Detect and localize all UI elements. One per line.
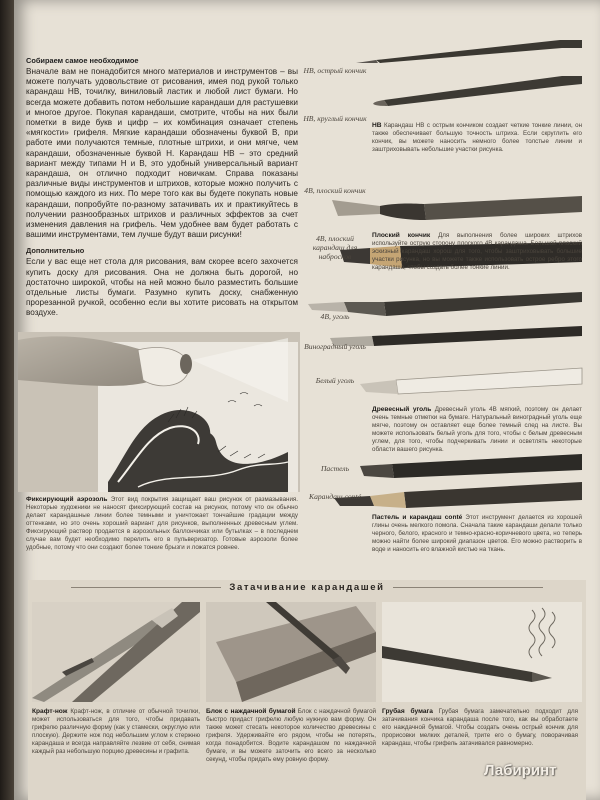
pencil-note-title: Древесный уголь [372, 406, 432, 413]
sandpaper-block-caption [206, 708, 376, 764]
pencil-note-flat [372, 232, 582, 272]
pencil-label-4b-charcoal: 4B, уголь [320, 312, 350, 321]
book-spine [0, 0, 14, 800]
pencil-note-text: Древесный уголь 4B мягкий, поэтому он делает очень темные отметки на бумаге. Натуральный виноградный уголь еще мягче, поэтому он оставляет еще более темный след на листе. Вы можете использовать белый уголь для того, чтобы с белым древесным углем, для того, чтобы подчеркивать линии и осветлять некоторые области вашего рисунка. [372, 406, 582, 453]
pencil-samples [300, 36, 586, 576]
pencil-label-pastel: Пастель [320, 464, 350, 473]
sandpaper-block-photo [206, 602, 376, 702]
spray-caption-title: Фиксирующий аэрозоль [26, 496, 108, 503]
rough-paper-caption-text: Грубая бумага замечательно подходит для затачивания кончика карандаша после того, как вы обработаете его наждачной бумагой. Чтобы создать очень острый кончик для прорисовки мелких деталей, трите его о бумагу, поворачивая карандаш, чтобы грифель затачивался равномерно. [382, 708, 578, 747]
pencil-note-text: Для выполнения более широких штрихов используйте острую сторону плоского 4B карандаша. Большой плоский эскизный карандаш хорош для того, чтобы заштриховывать большие участки рисунка, но вы можете также использовать острое ребро этого карандаша, чтобы создать более тонкие линии. [372, 232, 582, 271]
rough-paper-caption-title: Грубая бумага [382, 708, 433, 715]
pencil-note-pastel [372, 514, 582, 554]
spray-caption [26, 496, 298, 552]
pencil-label-hb-sharp: HB, острый кончик [303, 66, 367, 75]
intro-paragraph: Вначале вам не понадобится много материалов и инструментов – вы можете получать удовольствие от рисования, имея под рукой только карандаш HB, точилку, виниловый ластик и любой лист бумаги. Но всегда можете добавить потом небольшие карандаши для растушевки и многое другое. Покупая карандаши, смотрите, чтобы на них были пометки в виде букв и цифр – их комбинация означает степень «мягкости» грифеля. Мягкие карандаши обозначены буквой B, при работе ими получаются темные, плотные штрихи, и они мягче, чем карандаши, обозначенные буквой H. Карандаш HB – это средний вариант между типами H и B, это удобный универсальный вариант карандаша, он отлично подходит новичкам. Справа показаны различные виды инструментов и штрихов, которые можно получить с помощью каждого из них. По мере того как вы будете покупать новые карандаши, попробуйте по-разному затачивать их и практикуйтесь в получении разнообразных штрихов и различных эффектов за счет изменения давления на грифель. Чем удобнее вам будет работать с вашими инструментами, тем лучше будут ваши рисунки! [26, 67, 298, 240]
pencil-label-conte: Карандаш conté [309, 492, 361, 501]
pencil-note-text: Карандаш HB с острым кончиком создает четкие тонкие линии, он также обеспечивает большую точность штриха. Если скруглить его кончик, вы можете наносить немного более толстые линии и заштриховывать небольшие участки рисунка. [372, 122, 582, 153]
subsection-title: Дополнительно [26, 246, 85, 256]
section-title: Собираем самое необходимое [26, 56, 139, 65]
pencil-label-vine-charcoal: Виноградный уголь [304, 342, 366, 351]
pencil-label-white-charcoal: Белый уголь [315, 376, 355, 385]
rough-paper-caption [382, 708, 578, 748]
main-text-column [26, 56, 298, 319]
rough-paper-image [382, 602, 582, 702]
pencil-label-4b-flat: 4B, плоский кончик [304, 186, 366, 195]
pencil-note-charcoal [372, 406, 582, 454]
pencil-note-title: Плоский кончик [372, 232, 431, 239]
craft-knife-caption [32, 708, 200, 756]
pencil-label-hb-round: HB, круглый кончик [303, 114, 367, 123]
sharpening-title: Затачивание карандашей [28, 582, 586, 593]
extra-paragraph: Если у вас еще нет стола для рисования, вам скорее всего захочется купить доску для рисования. Она не должна быть дорогой, но достаточно широкой, чтобы на ней можно было разместить большие отдельные листы бумаги. Разумно купить доску, снабженную прорезанной ручкой, особенно если вы хотите рисовать на открытом воздухе. [26, 257, 298, 318]
sandpaper-caption-title: Блок с наждачной бумагой [206, 708, 296, 715]
spray-caption-text: Этот вид покрытия защищает ваш рисунок от размазывания. Некоторые художники не наносят фиксирующий состав на рисунок, потому что он обычно делает карандашные линии более темными и уничтожает тончайшие градации между оттенками, но это очень хороший вариант для рисунков, выполненных древесным углем. Фиксирующий раствор продается в аэрозольных баллончиках или бутылках – в последнем случае вам будет необходимо перелить его в пульверизатор. Готовые аэрозоли более удобные, потому что они создают более тонкие брызги и ложатся ровнее. [26, 496, 298, 551]
craft-knife-caption-title: Крафт-нож [32, 708, 68, 715]
craft-knife-image [32, 602, 200, 702]
sandpaper-block-image [206, 602, 376, 702]
pencil-note-title: Пастель и карандаш conté [372, 514, 463, 521]
wave-drawing-image [18, 332, 300, 492]
watermark-logo: Лабиринт [484, 762, 557, 779]
rough-paper-photo [382, 602, 582, 702]
sandpaper-caption-text: Блок с наждачной бумагой быстро придаст грифелю любую нужную вам форму. Он также может стесать некоторое количество древесины с грифеля. Удерживайте его рядом, чтобы не потерять, когда понадобится. Водите карандашом по наждачной бумаге, и вы можете заточить его всего за несколько секунд, чтобы придать ему ровную форму. [206, 708, 376, 763]
pencil-label-4b-sketch: 4B, плоский карандаш для набросков [312, 234, 358, 261]
pencil-note-text: Этот инструмент делается из хорошей глины очень мелкого помола. Сначала такие карандаши делали только черного, белого, красного и темно-красно-коричневого цвета, но теперь можно найти более широкий диапазон цветов. Его можно растворить в воде и наносить его влажной кистью на ткань. [372, 514, 582, 553]
craft-knife-caption-text: Крафт-нож, в отличие от обычной точилки, может использоваться для того, чтобы придавать грифелю различную форму (как у стамески, округлую или плоскую). Держите нож под небольшим углом к стержню карандаша и всегда направляйте лезвие от себя, снимая каждый раз небольшую порцию древесины и графита. [32, 708, 200, 755]
spray-wave-photo [18, 332, 300, 492]
pencil-note-title: HB [372, 122, 382, 129]
pencil-note-hb [372, 122, 582, 154]
craft-knife-photo [32, 602, 200, 702]
